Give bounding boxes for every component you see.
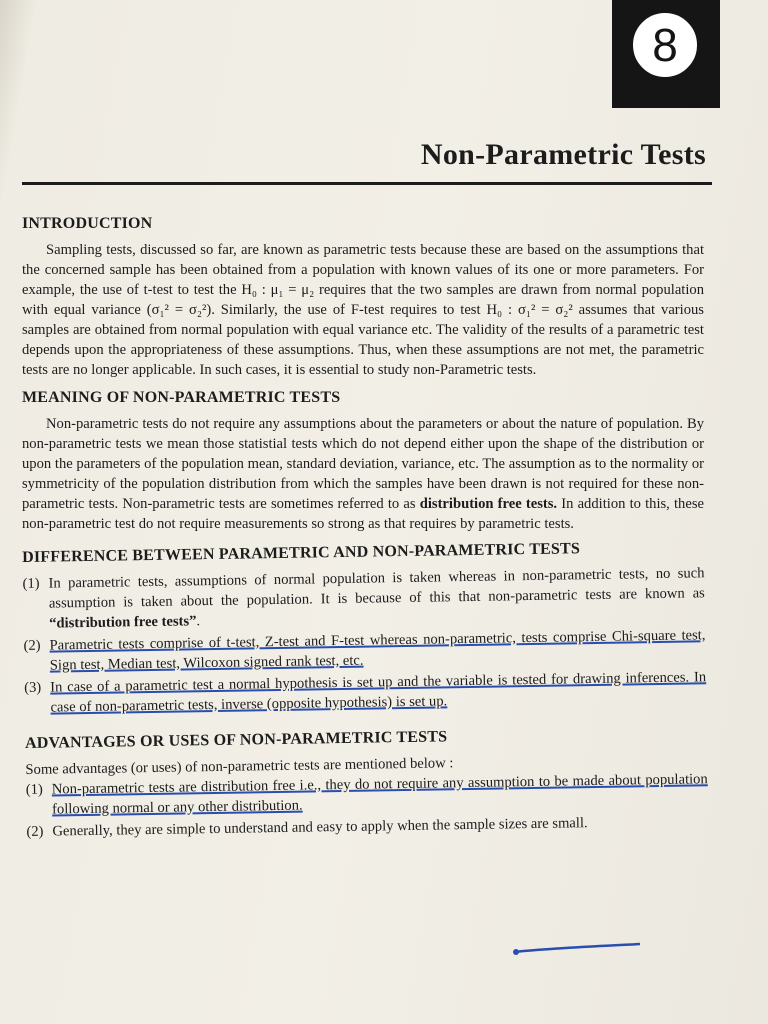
list-number: (3) (24, 679, 42, 696)
meaning-text-2: In addition to this, these non-parametric test do not require measurements so strong as that requires by parametric tests. (22, 496, 704, 532)
list-number: (1) (25, 781, 43, 798)
intro-paragraph: Sampling tests, discussed so far, are known as parametric tests because these are based on the assumptions that the concerned sample has been obtained from a population with known values of its one or more parameters. For example, the use of t-test to test the H₀ : μ₁ = μ₂ requires that the two samples are drawn from normal population with equal variance (σ₁² = σ₂²). Similarly, the use of F-test requires to test H₀ : σ₁² = σ₂² assumes that various samples are obtained from normal population with equal variance etc. The validity of the results of a parametric test depends upon the appropriateness of these assumptions. Thus, when these assumptions are not met, the parametric tests are no longer applicable. In such cases, it is essential to study non-Parametric tests. (22, 242, 704, 378)
title-rule (22, 182, 712, 185)
meaning-heading: MEANING OF NON-PARAMETRIC TESTS (22, 389, 341, 406)
list-number: (2) (23, 637, 41, 654)
difference-text: In parametric tests, assumptions of normal population is taken whereas in non-parametric tests, no such assumption is taken about the population. It is because of this that non-parametric tests are known as (48, 565, 705, 612)
list-text: Generally, they are simple to understand and easy to apply when the sample sizes are small. (52, 815, 588, 840)
page-content (22, 214, 708, 844)
difference-list (22, 563, 706, 718)
list-text: In case of a parametric test a normal hypothesis is set up and the variable is tested for drawing inferences. In case of non-parametric tests, inverse (opposite hypothesis) is set up. (50, 669, 707, 716)
difference-bold: “distribution free tests” (49, 613, 197, 632)
advantages-list (26, 769, 709, 842)
lower-sections (22, 537, 709, 842)
chapter-number: 8 (630, 10, 700, 80)
list-text: Parametric tests comprise of t-test, Z-test and F-test whereas non-parametric, tests comprise Chi-square test, Sign test, Median test, Wilcoxon signed rank test, etc. (49, 627, 706, 674)
difference-heading: DIFFERENCE BETWEEN PARAMETRIC AND NON-PARAMETRIC TESTS (22, 540, 581, 566)
list-number: (1) (22, 575, 40, 592)
chapter-badge (612, 0, 720, 108)
list-text: Non-parametric tests are distribution free i.e., they do not require any assumption to be made about population following normal or any other distribution. (51, 771, 708, 818)
difference-text-end: . (196, 613, 201, 630)
bleed-through-text (40, 6, 600, 116)
list-number: (2) (26, 823, 44, 840)
advantages-heading: ADVANTAGES OR USES OF NON-PARAMETRIC TESTS (24, 728, 448, 752)
pen-underline-mark (512, 942, 642, 956)
intro-heading: INTRODUCTION (22, 215, 153, 232)
meaning-text-1: Non-parametric tests do not require any assumptions about the parameters or about the nature of population. By non-parametric tests we mean those statistial tests which do not depend either upon the shape of the distribution or upon the parameters of the population mean, standard deviation, variance, etc. The assumption as to the normality or symmetricity of the population distribution from which the samples have been drawn is not required for these non-parametric tests. Non-parametric tests are sometimes referred to as (22, 416, 704, 512)
meaning-paragraph (22, 414, 704, 534)
advantages-intro: Some advantages (or uses) of non-parametric tests are mentioned below : (25, 755, 454, 778)
list-item (22, 563, 705, 634)
chapter-title: Non-Parametric Tests (420, 138, 706, 171)
meaning-bold-term: distribution free tests. (419, 496, 558, 512)
list-text (48, 563, 705, 633)
